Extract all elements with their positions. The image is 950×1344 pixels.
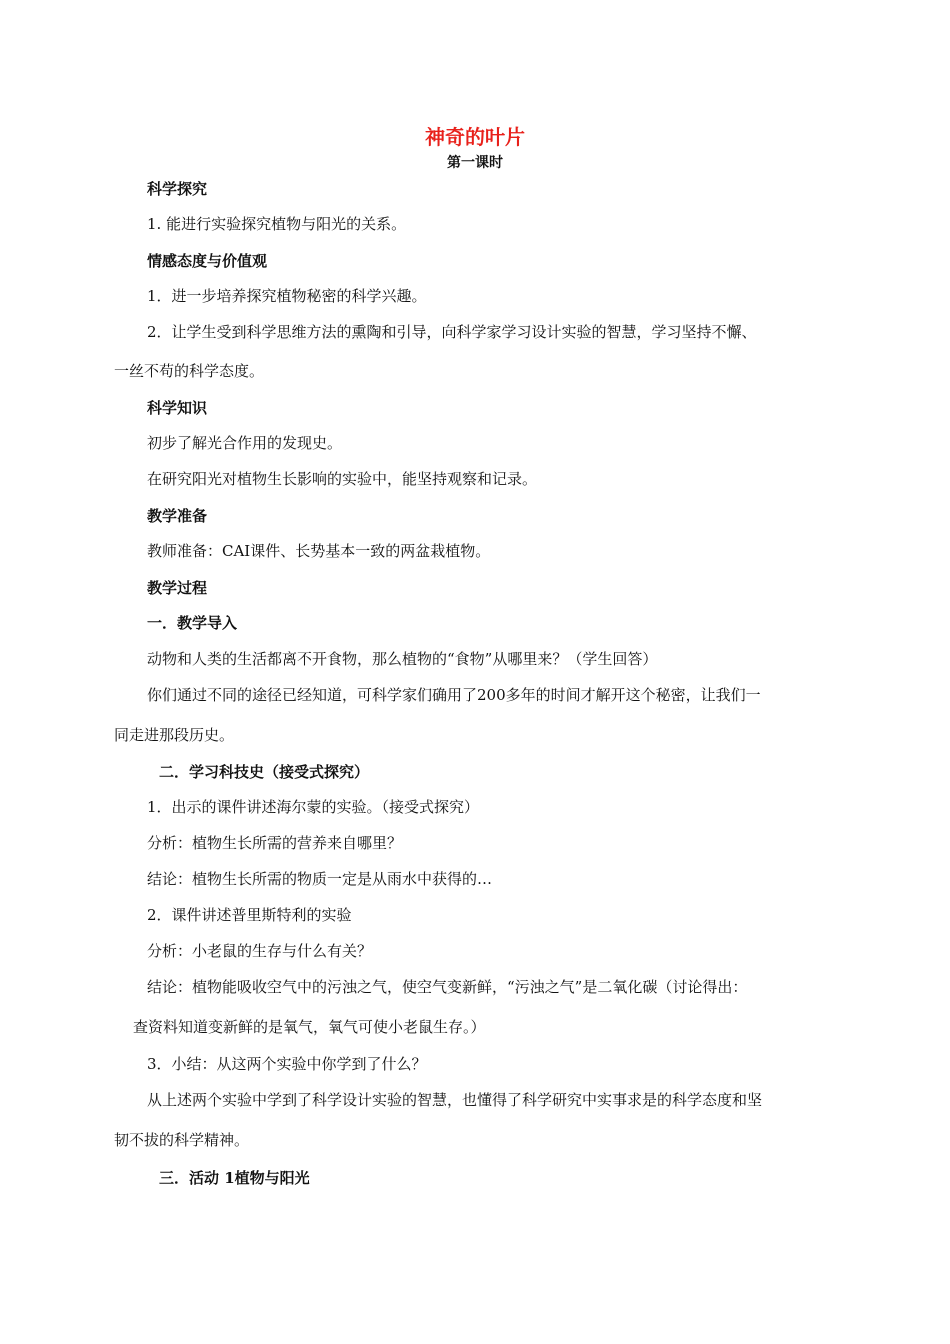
text-line: 教师准备：CAI课件、长势基本一致的两盆栽植物。 bbox=[147, 542, 491, 560]
text-line: 初步了解光合作用的发现史。 bbox=[147, 434, 343, 452]
heading-section-3: 三．活动 1植物与阳光 bbox=[159, 1169, 310, 1187]
heading-teaching-process: 教学过程 bbox=[147, 579, 208, 597]
text-line: 结论：植物生长所需的物质一定是从雨水中获得的… bbox=[147, 870, 493, 888]
heading-section-1: 一．教学导入 bbox=[147, 614, 238, 632]
text-line: 一丝不苟的科学态度。 bbox=[114, 362, 265, 380]
heading-teaching-prep: 教学准备 bbox=[147, 507, 208, 525]
text-line: 2．让学生受到科学思维方法的熏陶和引导，向科学家学习设计实验的智慧，学习坚持不懈、 bbox=[147, 323, 757, 341]
heading-attitude-values: 情感态度与价值观 bbox=[147, 252, 268, 270]
text-line: 1. 能进行实验探究植物与阳光的关系。 bbox=[147, 215, 407, 233]
text-line: 分析：植物生长所需的营养来自哪里？ bbox=[147, 834, 403, 852]
document-subtitle: 第一课时 bbox=[447, 155, 503, 171]
text-line: 从上述两个实验中学到了科学设计实验的智慧，也懂得了科学研究中实事求是的科学态度和坚 bbox=[147, 1091, 763, 1109]
text-line: 同走进那段历史。 bbox=[114, 726, 235, 744]
heading-science-inquiry: 科学探究 bbox=[147, 180, 208, 198]
text-line: 在研究阳光对植物生长影响的实验中，能坚持观察和记录。 bbox=[147, 470, 538, 488]
document-title: 神奇的叶片 bbox=[425, 125, 525, 149]
text-line: 2．课件讲述普里斯特利的实验 bbox=[147, 906, 352, 924]
text-line: 你们通过不同的途径已经知道，可科学家们确用了200多年的时间才解开这个秘密，让我们一 bbox=[147, 686, 761, 704]
text-line: 结论：植物能吸收空气中的污浊之气，使空气变新鲜，“污浊之气”是二氧化碳（讨论得出： bbox=[147, 978, 748, 996]
text-line: 分析：小老鼠的生存与什么有关？ bbox=[147, 942, 373, 960]
text-line: 动物和人类的生活都离不开食物，那么植物的“食物”从哪里来？（学生回答） bbox=[147, 650, 658, 668]
heading-section-2: 二．学习科技史（接受式探究） bbox=[159, 763, 370, 781]
text-line: 查资料知道变新鲜的是氧气，氧气可使小老鼠生存。） bbox=[133, 1018, 486, 1036]
text-line: 1．进一步培养探究植物秘密的科学兴趣。 bbox=[147, 287, 427, 305]
text-line: 3．小结：从这两个实验中你学到了什么？ bbox=[147, 1055, 427, 1073]
heading-science-knowledge: 科学知识 bbox=[147, 399, 208, 417]
text-line: 韧不拔的科学精神。 bbox=[114, 1131, 250, 1149]
text-line: 1．出示的课件讲述海尔蒙的实验。（接受式探究） bbox=[147, 798, 480, 816]
